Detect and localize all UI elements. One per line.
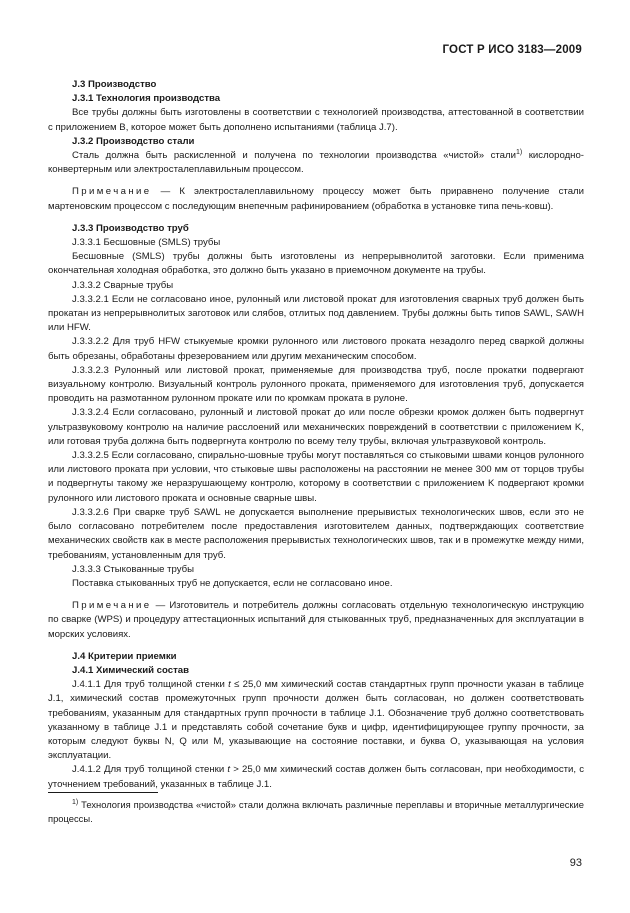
section-j332-title: J.3.3.2 Сварные трубы (72, 279, 174, 291)
main-content (48, 78, 584, 792)
section-j331-text: Бесшовные (SMLS) трубы должны быть изготовлены из непрерывнолитой заготовки. Если применима окончательная холодная обработка, это должно быть указано в приемочном документе на трубы. (48, 251, 584, 277)
section-j3322-text: J.3.3.2.2 Для труб HFW стыкуемые кромки рулонного или листового проката незадолго перед сваркой должны быть обрезаны, обработаны фрезерованием или другим механическим способом. (48, 336, 584, 362)
section-j411-text: J.4.1.1 Для труб толщиной стенки t ≤ 25,0 мм химический состав стандартных групп прочности указан в таблице J.1, химический состав промежуточных групп прочности должен быть согласован, но должен соответствовать требованиям, указанным для стандартных групп прочности в таблице J.1. Обозначение труб должно соответствовать указанному в таблице J.1 и представлять собой сочетание букв и цифр, идентифицирующее группу прочности, за которым следуют буквы N, Q или M, указывающие на состояние поставки, и буква O, указывающая на условия эксплуатации. (48, 679, 584, 762)
section-j41-title: J.4.1 Химический состав (72, 664, 190, 676)
section-j31-text: Все трубы должны быть изготовлены в соответствии с технологией производства, аттестованной в соответствии с приложением B, которое может быть дополнено испытаниями (таблица J.7). (48, 107, 584, 133)
note-2: Примечание — Изготовитель и потребитель должны согласовать отдельную технологическую инструкцию по сварке (WPS) и процедуру аттестационных испытаний для стыкованных труб, предназначенных для эксплуатации в морских условиях. (48, 600, 584, 640)
section-j31-title: J.3.1 Технология производства (72, 93, 221, 105)
section-j3326-text: J.3.3.2.6 При сварке труб SAWL не допускается выполнение прерывистых технологических швов, если это не было согласовано потребителем после предоставления изготовителем данных, подтверждающих соответствие механических свойств как в месте расположения прерывистых технологических швов, так и в промежутке между ними, требованиям, установленным для труб. (48, 506, 584, 561)
section-j3-title: J.3 Производство (72, 79, 157, 90)
section-j333-title: J.3.3.3 Стыкованные трубы (72, 563, 195, 575)
section-j3325-text: J.3.3.2.5 Если согласовано, спирально-шовные трубы могут поставляться со стыковыми швами концов рулонного или листового проката при условии, что стыковые швы расположены на расстоянии не менее 300 мм от торцов трубы и подвергнуты такому же неразрушающему контролю, которому в соответствии с приложением K подвергают кромки рулонного или листового проката и основные сварные швы. (48, 450, 584, 504)
footnote-divider (48, 792, 158, 793)
note-1: Примечание — К электросталеплавильному процессу может быть приравнено получение стали мартеновским процессом с последующим внепечным рафинированием (обработка в установке типа печь-ковш). (48, 186, 584, 212)
section-j3324-text: J.3.3.2.4 Если согласовано, рулонный и листовой прокат до или после обрезки кромок должен быть подвергнут ультразвуковому контролю на наличие расслоений или механических повреждений в соответствии с приложением K, или готовая труба должна быть подвергнута контролю по всему телу трубы, включая ультразвуковой контроль. (48, 407, 584, 447)
section-j33-title: J.3.3 Производство труб (72, 222, 189, 234)
section-j412-text: J.4.1.2 Для труб толщиной стенки t > 25,0 мм химический состав должен быть согласован, при необходимости, с уточнением требований, указанных в таблице J.1. (48, 764, 585, 790)
note-label: Примечание (72, 600, 152, 612)
section-j3323-text: J.3.3.2.3 Рулонный или листовой прокат, применяемые для производства труб, после прокатки подвергают визуальному контролю. Визуальный контроль рулонного проката, применяемого для изготовления труб, допускается проводить на размотанном рулонном прокате или по кромкам проката в рулоне. (48, 364, 584, 405)
footnote-ref: 1) (515, 149, 523, 157)
section-j331-title: J.3.3.1 Бесшовные (SMLS) трубы (72, 237, 221, 249)
page-number: 93 (569, 857, 582, 869)
footnote-mark: 1) (72, 799, 79, 806)
footnote: $^{1)}$ Технология производства «чистой» стали должна включать различные переплавы и вторичные металлургические процессы. (48, 799, 584, 824)
section-j32-text: Сталь должна быть раскисленной и получена по технологии производства «чистой» стали$^{1)}$ кислородно-конвертерным или электросталеплавильным процессом. (48, 149, 584, 176)
section-j3321-text: J.3.3.2.1 Если не согласовано иное, рулонный или листовой прокат для изготовления сварных труб должен быть прокатан из непрерывнолитых заготовок или слябов, отлитых под давлением. Трубы должны быть типов SAWL, SAWH или HFW. (48, 293, 584, 334)
section-j333-text: Поставка стыкованных труб не допускается, если не согласовано иное. (72, 577, 393, 589)
section-j32-title: J.3.2 Производство стали (72, 135, 195, 147)
note-label: Примечание (72, 186, 152, 198)
section-j4-title: J.4 Критерии приемки (72, 650, 177, 662)
document-header: ГОСТ Р ИСО 3183—2009 (442, 44, 582, 56)
